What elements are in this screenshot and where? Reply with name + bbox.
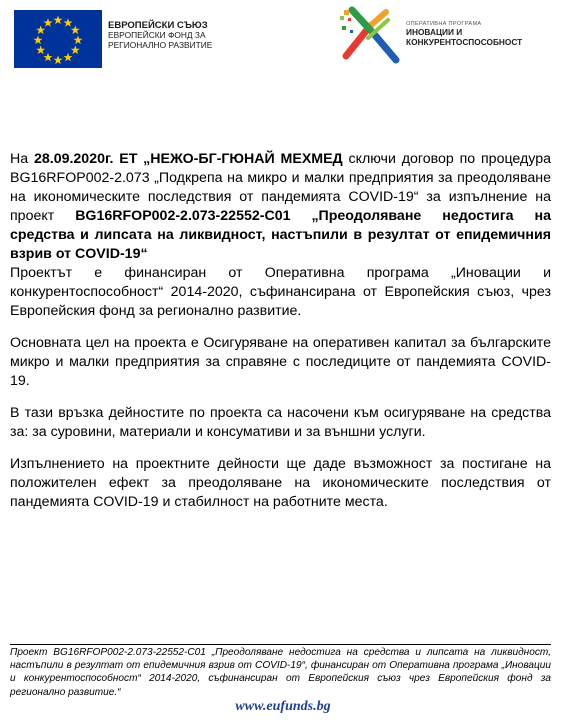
op-caption-line-1: ИНОВАЦИИ И	[406, 27, 463, 37]
eu-caption-line-2: ЕВРОПЕЙСКИ ФОНД ЗА	[108, 30, 206, 40]
paragraph-objective: Основната цел на проекта е Осигуряване на оперативен капитал за българските микро и малки предприятия за справяне с последиците от пандемията COVID-19.	[10, 335, 551, 389]
eu-caption-line-3: РЕГИОНАЛНО РАЗВИТИЕ	[108, 39, 213, 50]
op-caption	[406, 21, 522, 47]
text-run: На	[10, 151, 34, 167]
operational-programme-logo-icon	[338, 4, 404, 66]
text-run: сключи договор по процедура BG16RFOP002-2.073 „Подкрепа на микро и малки предприятия за преодоляване на икономическите последствия от пандемията COVID-19“ за изпълнение на проект	[10, 151, 552, 224]
eu-caption-line-1: ЕВРОПЕЙСКИ СЪЮЗ	[108, 20, 208, 31]
paragraph-financing: Проектът е финансиран от Оперативна програма „Иновации и конкурентоспособност“ 2014-2020, съфинансирана от Европейския съюз, чрез Европейския фонд за регионално развитие.	[10, 265, 551, 319]
eu-caption	[108, 20, 212, 50]
op-caption-line-2: КОНКУРЕНТОСПОСОБНОСТ	[406, 36, 523, 47]
contract-date: 28.09.2020г.	[33, 151, 114, 167]
paragraph-results: Изпълнението на проектните дейности ще даде възможност за постигане на положителен ефект за преодоляване на икономическите последствия от пандемията COVID-19 и стабилност на работните места.	[10, 456, 551, 510]
document-body	[10, 150, 551, 525]
company-name: ЕТ „НЕЖО-БГ-ГЮНАЙ МЕХМЕД	[119, 151, 343, 167]
footer-disclaimer: Проект BG16RFOP002-2.073-22552-C01 „Преодоляване недостига на средства и липсата на ликвидност, настъпили в резултат от епидемичния взрив от COVID-19“, финансиран от Оперативна програма „Иновации и конкурентоспособност“ 2014-2020, съфинансиран от Европейския съюз чрез Европейския фонд за регионално развитие.“	[10, 647, 551, 698]
page-header	[0, 0, 566, 80]
paragraph-contract	[10, 150, 551, 264]
eu-flag-icon	[14, 10, 102, 68]
website-link[interactable]: www.eufunds.bg	[235, 699, 331, 714]
footer-divider	[10, 644, 551, 645]
op-caption-small: ОПЕРАТИВНА ПРОГРАМА	[406, 21, 482, 27]
project-title: BG16RFOP002-2.073-22552-C01 „Преодоляване недостига на средства и липсата на ликвидност, настъпили в резултат от епидемичния взрив от COVID-19“	[10, 208, 551, 262]
paragraph-activities: В тази връзка дейностите по проекта са насочени към осигуряване на средства за: за суровини, материали и консумативи и за външни услуги.	[10, 405, 551, 440]
